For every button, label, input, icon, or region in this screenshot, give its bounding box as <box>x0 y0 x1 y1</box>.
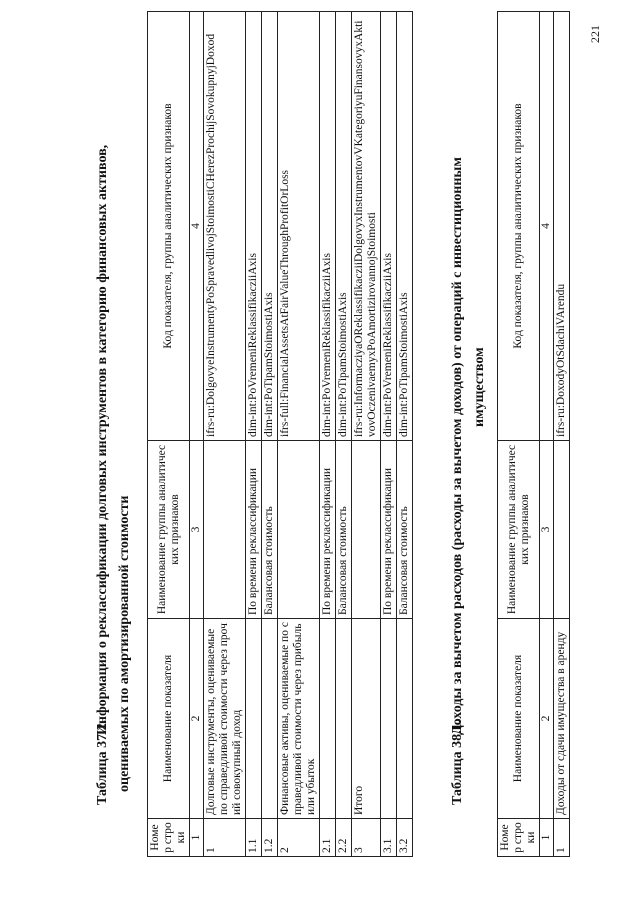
group-name-cell <box>278 441 320 619</box>
indicator-name-cell <box>320 619 336 819</box>
table2-title <box>447 157 491 805</box>
table2 <box>497 11 570 857</box>
indicator-name-cell: Долговые инструменты, оцениваемые по справедливой стоимости через прочий совокупный доход <box>204 619 246 819</box>
table1-header-num: Номер строки <box>148 819 190 857</box>
table1-header-name: Наименование показателя <box>148 619 190 819</box>
page-number: 221 <box>588 25 602 43</box>
indicator-name-cell <box>246 619 262 819</box>
group-name-cell <box>352 441 381 619</box>
table2-index-row <box>540 12 554 857</box>
table2-header-name: Наименование показателя <box>498 619 540 819</box>
table1-title <box>92 145 136 805</box>
indicator-name-cell <box>262 619 278 819</box>
group-name-cell: Балансовая стоимость <box>336 441 352 619</box>
table-row <box>320 12 336 857</box>
table2-title-line1 <box>447 157 469 805</box>
row-number-cell: 2.1 <box>320 819 336 857</box>
table-row <box>246 12 262 857</box>
group-name-cell <box>554 441 570 619</box>
table1-index-cell: 4 <box>190 12 204 441</box>
table-row <box>204 12 246 857</box>
group-name-cell: По времени реклассификации <box>246 441 262 619</box>
table2-number: Таблица 38.1. <box>450 719 465 805</box>
table1-header-group: Наименование группы аналитических признаков <box>148 441 190 619</box>
table2-index-cell: 4 <box>540 12 554 441</box>
table1-index-cell: 3 <box>190 441 204 619</box>
indicator-code-cell: dim-int:PoTipamStoimostiAxis <box>336 12 352 441</box>
indicator-code-cell: dim-int:PoTipamStoimostiAxis <box>397 12 413 441</box>
indicator-name-cell: Итого <box>352 619 381 819</box>
table-row <box>397 12 413 857</box>
row-number-cell: 3.1 <box>381 819 397 857</box>
table1-index-cell: 1 <box>190 819 204 857</box>
indicator-code-cell: ifrs-ru:DoxodyOtSdachiVArendu <box>554 12 570 441</box>
table1-title-text1: Информация о реклассификации долговых инструментов в категорию финансовых активов, <box>95 144 110 735</box>
indicator-name-cell: Доходы от сдачи имущества в аренду <box>554 619 570 819</box>
table1-index-cell: 2 <box>190 619 204 819</box>
table2-index-cell: 1 <box>540 819 554 857</box>
table2-title-line2: имуществом <box>472 347 487 427</box>
table2-header-num: Номер строки <box>498 819 540 857</box>
table1-title-line2: оцениваемых по амортизированной стоимости <box>117 495 132 792</box>
indicator-code-cell: dim-int:PoVremeniReklassifikacziiAxis <box>381 12 397 441</box>
indicator-name-cell <box>381 619 397 819</box>
row-number-cell: 3.2 <box>397 819 413 857</box>
group-name-cell: По времени реклассификации <box>320 441 336 619</box>
indicator-code-cell: ifrs-ru:DolgovyeInstrumentyPoSpravedlivojStoimostiCHerezProchijSovokupnyjDoxod <box>204 12 246 441</box>
table1-index-row <box>190 12 204 857</box>
table-row <box>381 12 397 857</box>
row-number-cell: 2 <box>278 819 320 857</box>
indicator-code-cell: ifrs-full:FinancialAssetsAtFairValueThroughProfitOrLoss <box>278 12 320 441</box>
table2-header-group: Наименование группы аналитических признаков <box>498 441 540 619</box>
indicator-name-cell: Финансовые активы, оцениваемые по справедливой стоимости через прибыль или убыток <box>278 619 320 819</box>
row-number-cell: 1.1 <box>246 819 262 857</box>
table1-title-line1 <box>92 145 114 805</box>
group-name-cell: Балансовая стоимость <box>397 441 413 619</box>
indicator-code-cell: dim-int:PoVremeniReklassifikacziiAxis <box>246 12 262 441</box>
row-number-cell: 1.2 <box>262 819 278 857</box>
table1-header-code: Код показателя, группы аналитических признаков <box>148 12 190 441</box>
indicator-name-cell <box>336 619 352 819</box>
table1-number: Таблица 37.2. <box>95 719 110 805</box>
table2-title-text1: Доходы за вычетом расходов (расходы за вычетом доходов) от операций с инвестиционным <box>450 157 465 735</box>
row-number-cell: 1 <box>204 819 246 857</box>
group-name-cell: Балансовая стоимость <box>262 441 278 619</box>
indicator-code-cell: dim-int:PoVremeniReklassifikacziiAxis <box>320 12 336 441</box>
row-number-cell: 2.2 <box>336 819 352 857</box>
indicator-name-cell <box>397 619 413 819</box>
table1 <box>147 11 413 857</box>
indicator-code-cell: dim-int:PoTipamStoimostiAxis <box>262 12 278 441</box>
table-row <box>352 12 381 857</box>
table2-header-code: Код показателя, группы аналитических признаков <box>498 12 540 441</box>
table2-index-cell: 3 <box>540 441 554 619</box>
indicator-code-cell: ifrs-ru:InformacziyaOReklassifikacziiDolgovyxInstrumentovVKategoriyuFinansovyxAktivovOczenivaemyxPoAmortizirovannojStoimosti <box>352 12 381 441</box>
table1-header-row <box>148 12 190 857</box>
group-name-cell: По времени реклассификации <box>381 441 397 619</box>
row-number-cell: 3 <box>352 819 381 857</box>
table2-header-row <box>498 12 540 857</box>
table-row <box>554 12 570 857</box>
group-name-cell <box>204 441 246 619</box>
table2-index-cell: 2 <box>540 619 554 819</box>
table-row <box>278 12 320 857</box>
table-row <box>262 12 278 857</box>
row-number-cell: 1 <box>554 819 570 857</box>
table-row <box>336 12 352 857</box>
